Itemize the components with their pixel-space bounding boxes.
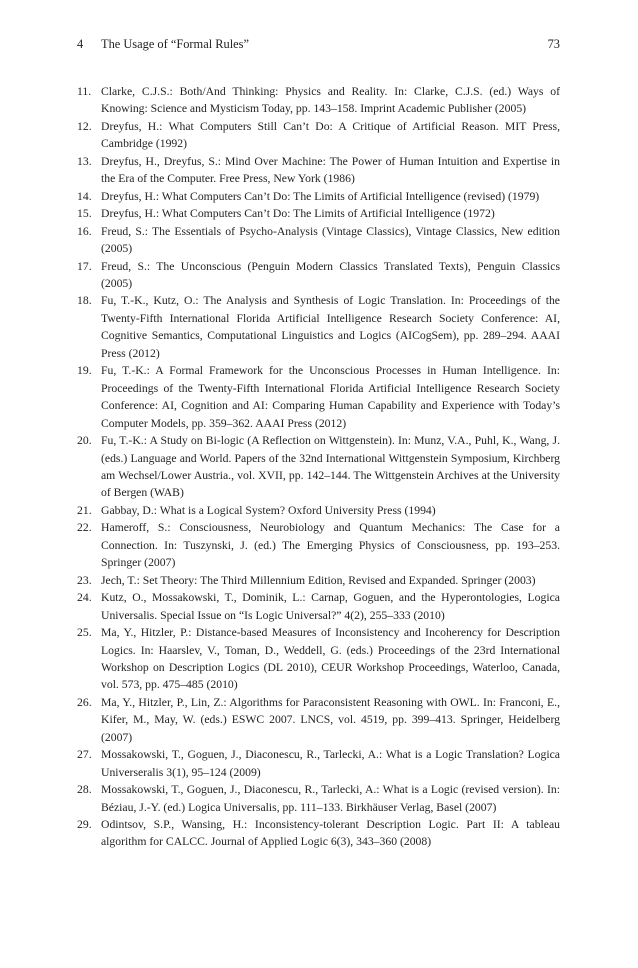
reference-text: Mossakowski, T., Goguen, J., Diaconescu, R., Tarlecki, A.: What is a Logic Translation? Logica Universeralis 3(1), 95–124 (2009) — [101, 748, 560, 779]
reference-text: Dreyfus, H.: What Computers Still Can’t Do: A Critique of Artificial Reason. MIT Press, Cambridge (1992) — [101, 119, 560, 151]
reference-entry — [77, 118, 560, 153]
reference-entry — [77, 205, 560, 222]
reference-text: Dreyfus, H., Dreyfus, S.: Mind Over Machine: The Power of Human Intuition and Expertise in the Era of the Computer. Free Press, New York (1986) — [101, 154, 560, 186]
reference-text: Freud, S.: The Essentials of Psycho-Analysis (Vintage Classics), Vintage Classics, New edition (2005) — [101, 224, 560, 256]
reference-entry — [77, 223, 560, 258]
reference-number: 15. — [77, 207, 92, 221]
reference-text: Dreyfus, H.: What Computers Can’t Do: The Limits of Artificial Intelligence (1972) — [101, 207, 495, 221]
reference-number: 23. — [77, 573, 92, 587]
reference-number: 13. — [77, 154, 92, 168]
reference-number: 14. — [77, 189, 92, 203]
reference-entry — [77, 502, 560, 519]
reference-text: Kutz, O., Mossakowski, T., Dominik, L.: Carnap, Goguen, and the Hyperontologies, Logica Universalis. Special Issue on “Is Logic Universal?” 4(2), 255–333 (2010) — [101, 591, 560, 622]
reference-number: 21. — [77, 503, 92, 517]
reference-text: Ma, Y., Hitzler, P.: Distance-based Measures of Inconsistency and Incoherency for Description Logics. In: Haarslev, V., Toman, D., Weddell, G. (eds.) Proceedings of the 23rd International Workshop on Description Logics (DL 2010), CEUR Workshop Proceedings, Waterloo, Canada, vol. 573, pp. 475–485 (2010) — [101, 626, 560, 692]
reference-entry — [77, 362, 560, 432]
reference-entry — [77, 624, 560, 694]
reference-number: 22. — [77, 521, 92, 535]
reference-text: Clarke, C.J.S.: Both/And Thinking: Physics and Reality. In: Clarke, C.J.S. (ed.) Ways of Knowing: Science and Mysticism Today, pp. 143–158. Imprint Academic Publisher (2005) — [101, 85, 560, 116]
chapter-number: 4 — [77, 37, 84, 51]
reference-entry — [77, 292, 560, 362]
reference-entry — [77, 694, 560, 746]
reference-text: Gabbay, D.: What is a Logical System? Oxford University Press (1994) — [101, 503, 436, 517]
reference-number: 28. — [77, 783, 92, 797]
reference-entry — [77, 746, 560, 781]
reference-entry — [77, 781, 560, 816]
reference-text: Odintsov, S.P., Wansing, H.: Inconsistency-tolerant Description Logic. Part II: A tableau algorithm for CALCC. Journal of Applied Logic 6(3), 343–360 (2008) — [101, 818, 560, 849]
reference-entry — [77, 519, 560, 571]
reference-entry — [77, 572, 560, 589]
reference-entry — [77, 83, 560, 118]
reference-entry — [77, 258, 560, 293]
reference-text: Freud, S.: The Unconscious (Penguin Modern Classics Translated Texts), Penguin Classics (2005) — [101, 259, 560, 290]
reference-entry — [77, 816, 560, 851]
reference-number: 29. — [77, 818, 92, 832]
reference-number: 25. — [77, 626, 92, 640]
reference-text: Hameroff, S.: Consciousness, Neurobiology and Quantum Mechanics: The Case for a Connection. In: Tuszynski, J. (ed.) The Emerging Physics of Consciousness, pp. 193–253. Springer (2007) — [101, 521, 560, 570]
reference-entry — [77, 432, 560, 502]
reference-text: Fu, T.-K.: A Formal Framework for the Unconscious Processes in Human Intelligence. In: Proceedings of the Twenty-Fifth International Florida Artificial Intelligence Research Society Conference: AI, Cognition and AI: Comparing Human Capability and Experience with Today’s Computer Models, pp. 359–362. AAAI Press (2012) — [101, 364, 560, 430]
reference-number: 12. — [77, 119, 92, 133]
reference-entry — [77, 589, 560, 624]
reference-number: 19. — [77, 364, 92, 378]
reference-number: 17. — [77, 259, 92, 273]
chapter-title: The Usage of “Formal Rules” — [101, 37, 249, 51]
reference-number: 26. — [77, 695, 92, 709]
reference-text: Fu, T.-K., Kutz, O.: The Analysis and Synthesis of Logic Translation. In: Proceedings of the Twenty-Fifth International Florida Artificial Intelligence Research Society Conference: AI, Cognitive Semantics, Computational Linguistics and Logics (AICogSem), pp. 289–294. AAAI Press (2012) — [101, 294, 560, 360]
reference-text: Fu, T.-K.: A Study on Bi-logic (A Reflection on Wittgenstein). In: Munz, V.A., Puhl, K., Wang, J. (eds.) Language and World. Papers of the 32nd International Wittgenstein Symposium, Kirchberg am Wechsel/Lower Austria., vol. XVII, pp. 142–144. The Wittgenstein Archives at the University of Bergen (WAB) — [101, 434, 560, 500]
reference-text: Ma, Y., Hitzler, P., Lin, Z.: Algorithms for Paraconsistent Reasoning with OWL. In: Franconi, E., Kifer, M., May, W. (eds.) ESWC 2007. LNCS, vol. 4519, pp. 399–413. Springer, Heidelberg (2007) — [101, 695, 560, 744]
page-number: 73 — [547, 37, 560, 51]
reference-number: 27. — [77, 748, 92, 762]
reference-text: Mossakowski, T., Goguen, J., Diaconescu, R., Tarlecki, A.: What is a Logic (revised version). In: Béziau, J.-Y. (ed.) Logica Universalis, pp. 111–133. Birkhäuser Verlag, Basel (2007) — [101, 783, 560, 814]
running-header — [77, 36, 560, 52]
reference-list — [77, 83, 560, 851]
reference-text: Jech, T.: Set Theory: The Third Millennium Edition, Revised and Expanded. Springer (2003) — [101, 573, 536, 587]
reference-entry — [77, 188, 560, 205]
reference-number: 18. — [77, 294, 92, 308]
reference-entry — [77, 153, 560, 188]
reference-number: 24. — [77, 591, 92, 605]
reference-number: 11. — [77, 85, 92, 98]
reference-number: 16. — [77, 224, 92, 238]
reference-text: Dreyfus, H.: What Computers Can’t Do: The Limits of Artificial Intelligence (revised) (1979) — [101, 189, 540, 203]
reference-number: 20. — [77, 434, 92, 448]
